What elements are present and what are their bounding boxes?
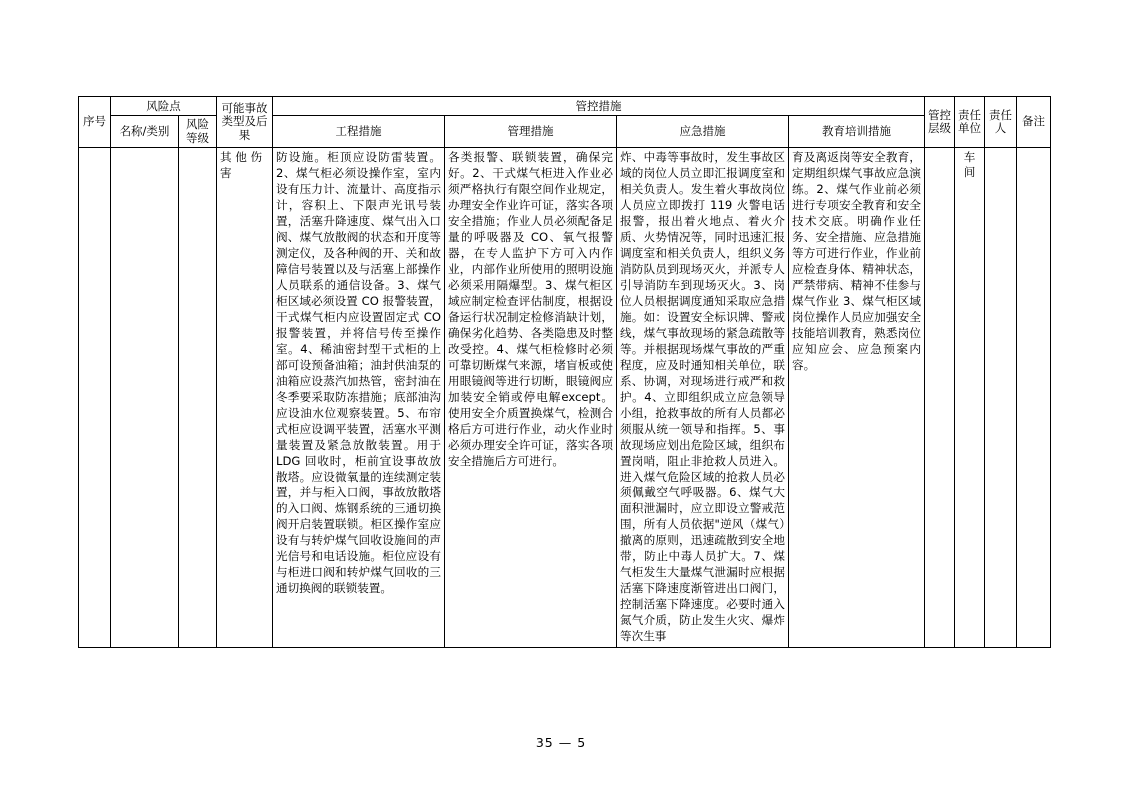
- table-row: [79, 147, 1051, 648]
- header-risk-level: 风险等级: [179, 116, 217, 147]
- cell-risk-name: [111, 147, 179, 648]
- header-responsible-person: 责任人: [985, 97, 1017, 148]
- cell-accident-type: 其 他 伤害: [217, 147, 273, 648]
- header-accident-type: 可能事故类型及后果: [217, 97, 273, 148]
- cell-seq: [79, 147, 111, 648]
- header-risk-point: 风险点: [111, 97, 217, 116]
- header-risk-name: 名称/类别: [111, 116, 179, 147]
- header-education-measures: 教育培训措施: [789, 116, 925, 147]
- cell-responsible-person: [985, 147, 1017, 648]
- cell-emergency-measures: 炸、中毒等事故时，发生事故区域的岗位人员立即汇报调度室和相关负责人。发生着火事故岗位人员应立即拨打 119 火警电话报警，报出着火地点、着火介质、火势情况等，同时迅速汇报调度室和相关负责人，组织义务消防队员到现场灭火，并派专人引导消防车到现场灭火。3、岗位人员根据调度通知采取应急措施。如：设置安全标识牌、警戒线，煤气事故现场的紧急疏散等等。并根据现场煤气事故的严重程度，应及时通知相关单位，联系、协调，对现场进行戒严和救护。4、立即组织成立应急领导小组，抢救事故的所有人员都必须服从统一领导和指挥。5、事故现场应划出危险区域，组织布置岗哨，阻止非抢救人员进入。进入煤气危险区域的抢救人员必须佩戴空气呼吸器。6、煤气大面积泄漏时，应立即设立警戒范围，所有人员依据"逆风（煤气）撤离的原则，迅速疏散到安全地带，防止中毒人员扩大。7、煤气柜发生大量煤气泄漏时应根据活塞下降速度渐管进出口阀门，控制活塞下降速度。必要时通入氮气介质，防止发生火灾、爆炸等次生事: [617, 147, 789, 648]
- header-control-level: 管控层级: [925, 97, 955, 148]
- header-emergency-measures: 应急措施: [617, 116, 789, 147]
- header-control-measures: 管控措施: [273, 97, 925, 116]
- cell-responsible-unit: 车间: [955, 147, 985, 648]
- cell-risk-level: [179, 147, 217, 648]
- header-responsible-unit: 责任单位: [955, 97, 985, 148]
- table-header-row-1: [79, 97, 1051, 116]
- cell-education-measures: 育及离返岗等安全教育，定期组织煤气事故应急演练。2、煤气作业前必须进行专项安全教育和安全技术交底。明确作业任务、安全措施、应急措施等方可进行作业，作业前应检查身体、精神状态，严禁带病、精神不佳参与煤气作业 3、煤气柜区域岗位操作人员应加强安全技能培训教育，熟悉岗位应知应会、应急预案内容。: [789, 147, 925, 648]
- page-footer: 35 — 5: [535, 735, 587, 750]
- cell-remarks: [1017, 147, 1051, 648]
- header-management-measures: 管理措施: [445, 116, 617, 147]
- cell-control-level: [925, 147, 955, 648]
- header-remarks: 备注: [1017, 97, 1051, 148]
- cell-management-measures: 各类报警、联锁装置，确保完好。2、干式煤气柜进入作业必须严格执行有限空间作业规定，办理安全作业许可证，落实各项安全措施；作业人员必须配备足量的呼吸器及 CO、氧气报警器，在专人监护下方可入内作业，内部作业所使用的照明设施必须采用隔爆型。3、煤气柜区域应制定检查评估制度，根据设备运行状况制定检修消缺计划，确保劣化趋势、各类隐患及时整改受控。4、煤气柜检修时必须可靠切断煤气来源，堵盲板或使用眼镜阀等进行切断，眼镜阀应加装安全销或停电解except。使用安全介质置换煤气，检测合格后方可进行作业，动火作业时必须办理安全许可证，落实各项安全措施后方可进行。: [445, 147, 617, 648]
- cell-engineering-measures: 防设施。柜顶应设防雷装置。2、煤气柜必须设操作室，室内设有压力计、流量计、高度指示计，容积上、下限声光讯号装置，活塞升降速度、煤气出入口阀、煤气放散阀的状态和开度等测定仪，及各种阀的开、关和故障信号装置以及与活塞上部操作人员联系的通信设备。3、煤气柜区域必须设置 CO 报警装置，干式煤气柜内应设置固定式 CO 报警装置，并将信号传至操作室。4、稀油密封型干式柜的上部可设预备油箱；油封供油泵的油箱应设蒸汽加热管，密封油在冬季要采取防冻措施；底部油沟应设油水位观察装置。5、布帘式柜应设调平装置，活塞水平测量装置及紧急放散装置。用于 LDG 回收时，柜前宜设事故放散塔。应设微氧量的连续测定装置，并与柜入口阀，事故放散塔的入口阀、炼钢系统的三通切换阀开启装置联锁。柜区操作室应设有与转炉煤气回收设施间的声光信号和电话设施。柜位应设有与柜进口阀和转炉煤气回收的三通切换阀的联锁装置。: [273, 147, 445, 648]
- risk-control-table: [78, 96, 1051, 648]
- header-seq: 序号: [79, 97, 111, 148]
- header-engineering-measures: 工程措施: [273, 116, 445, 147]
